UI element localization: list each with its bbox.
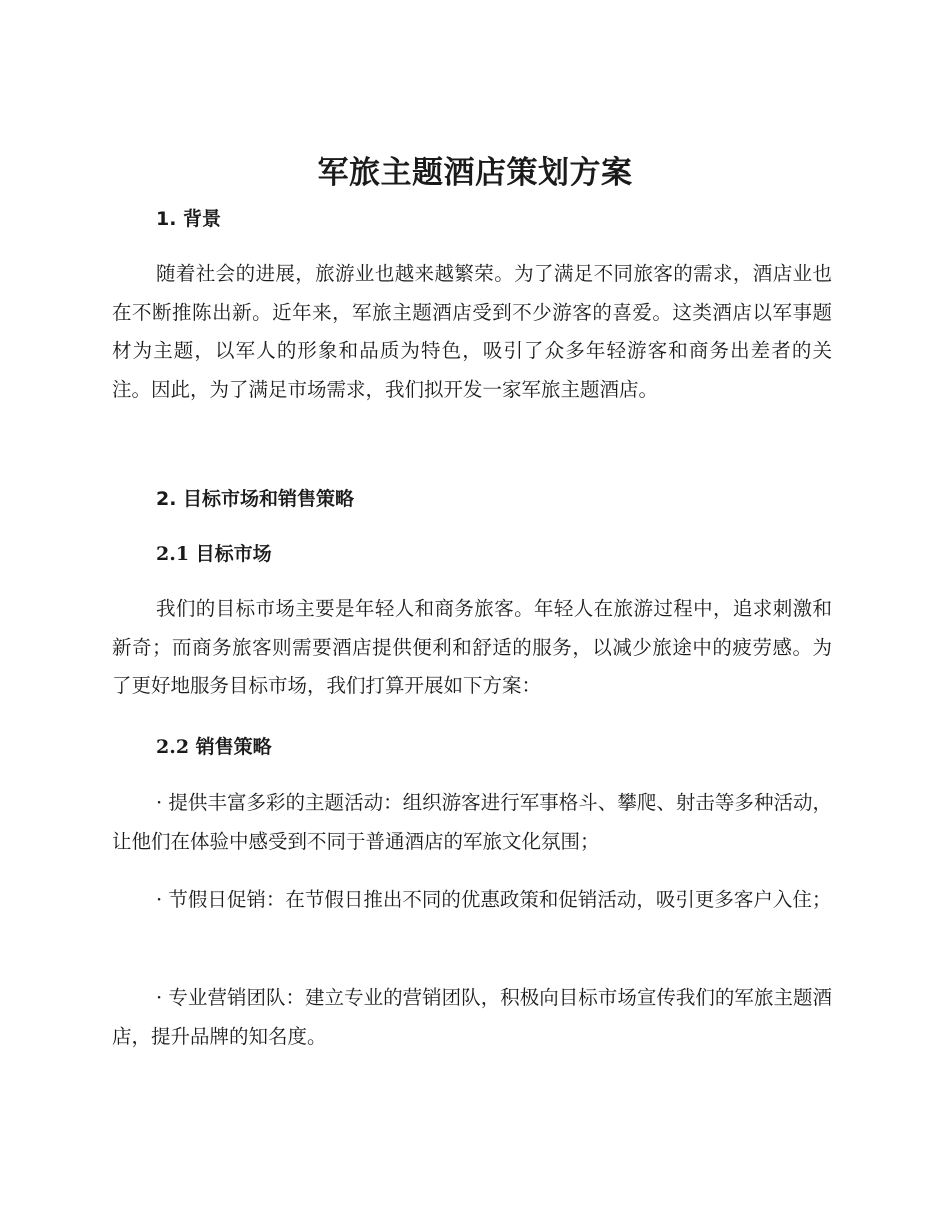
- target-market-paragraph: 我们的目标市场主要是年轻人和商务旅客。年轻人在旅游过程中，追求刺激和新奇；而商务旅客则需要酒店提供便利和舒适的服务，以减少旅途中的疲劳感。为了更好地服务目标市场，我们打算开展如下方案：: [112, 597, 832, 698]
- sales-strategy-bullet-marketing: · 专业营销团队：建立专业的营销团队，积极向目标市场宣传我们的军旅主题酒店，提升品牌的知名度。: [112, 986, 832, 1048]
- document-title: 军旅主题酒店策划方案: [317, 155, 633, 191]
- sales-strategy-bullet-activities: · 提供丰富多彩的主题活动：组织游客进行军事格斗、攀爬、射击等多种活动，让他们在体验中感受到不同于普通酒店的军旅文化氛围；: [112, 791, 832, 853]
- sales-strategy-bullet-holiday: · 节假日促销：在节假日推出不同的优惠政策和促销活动，吸引更多客户入住；: [156, 888, 832, 911]
- background-paragraph: 随着社会的进展，旅游业也越来越繁荣。为了满足不同旅客的需求，酒店业也在不断推陈出新。近年来，军旅主题酒店受到不少游客的喜爱。这类酒店以军事题材为主题，以军人的形象和品质为特色，吸引了众多年轻游客和商务出差者的关注。因此，为了满足市场需求，我们拟开发一家军旅主题酒店。: [112, 262, 832, 402]
- subsection-heading-sales-strategy: 2.2 销售策略: [156, 736, 272, 758]
- subsection-heading-target-market: 2.1 目标市场: [156, 543, 272, 565]
- section-heading-background: 1. 背景: [156, 208, 222, 230]
- section-heading-market-strategy: 2. 目标市场和销售策略: [156, 488, 355, 510]
